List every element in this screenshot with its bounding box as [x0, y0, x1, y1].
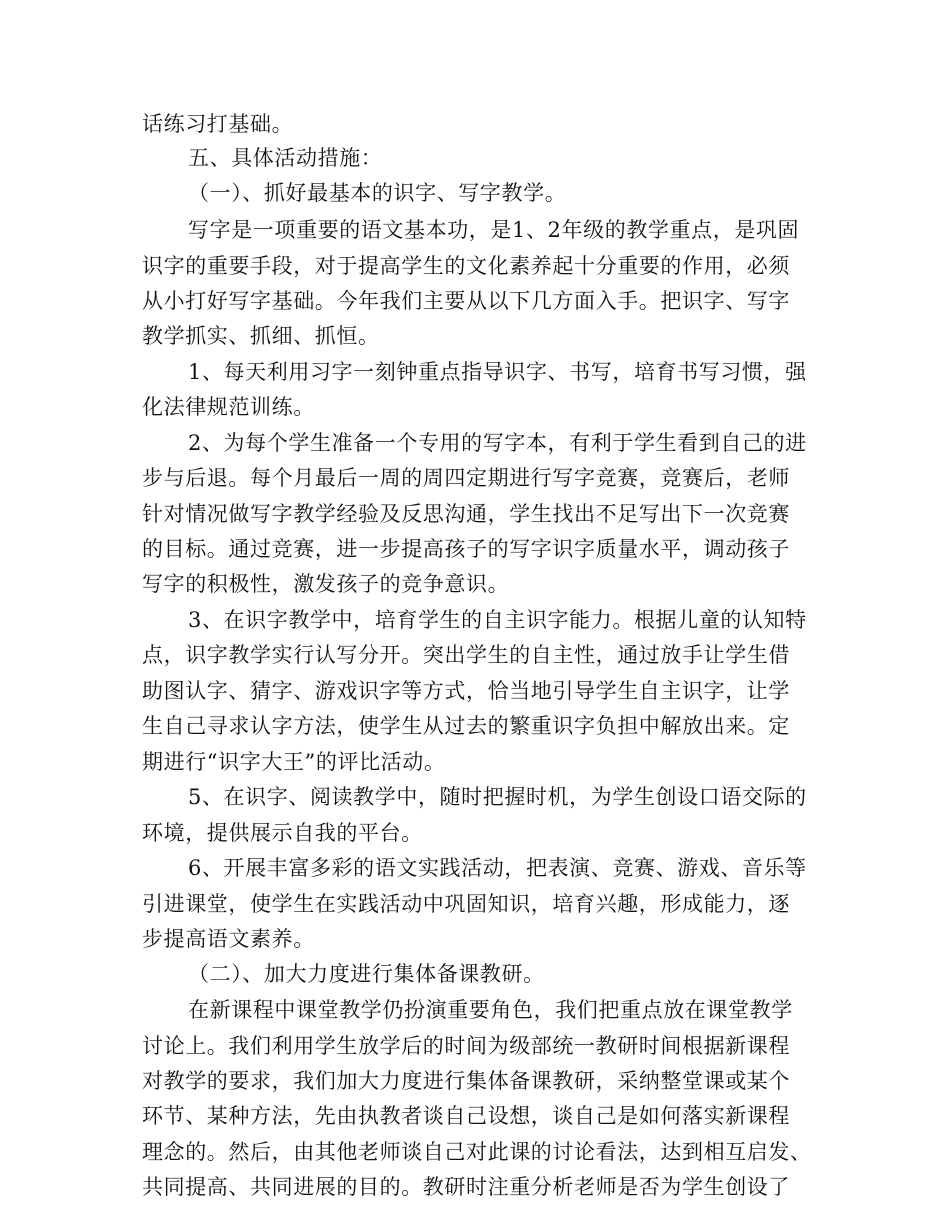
text-line: 共同提高、共同进展的目的。教研时注重分析老师是否为学生创设了	[142, 1175, 790, 1199]
text-line: 点，识字教学实行认写分开。突出学生的自主性，通过放手让学生借	[142, 643, 790, 667]
text-line: 理念的。然后，由其他老师谈自己对此课的讨论看法，达到相互启发、	[142, 1140, 812, 1164]
text-line: 写字的积极性，激发孩子的竞争意识。	[142, 572, 510, 596]
text-line: 针对情况做写字教学经验及反思沟通，学生找出不足写出下一次竞赛	[142, 502, 790, 526]
list-item: 5、在识字、阅读教学中，随时把握时机，为学生创设口语交际的	[188, 785, 807, 809]
text-line: 讨论上。我们利用学生放学后的时间为级部统一教研时间根据新课程	[142, 1034, 790, 1058]
text-line: 步提高语文素养。	[142, 927, 315, 951]
subsection-heading: （一）、抓好最基本的识字、写字教学。	[188, 181, 567, 205]
text-line: 步与后退。每个月最后一周的周四定期进行写字竞赛，竞赛后，老师	[142, 466, 790, 490]
text-line: 助图认字、猜字、游戏识字等方式，恰当地引导学生自主识字，让学	[142, 679, 790, 703]
text-line: 环节、某种方法，先由执教者谈自己设想，谈自己是如何落实新课程	[142, 1104, 790, 1128]
text-line: 话练习打基础。	[142, 112, 294, 136]
text-line: 化法律规范训练。	[142, 395, 315, 419]
text-line: 引进课堂，使学生在实践活动中巩固知识，培育兴趣，形成能力，逐	[142, 892, 790, 916]
text-line: 从小打好写字基础。今年我们主要从以下几方面入手。把识字、写字	[142, 289, 790, 313]
list-item: 6、开展丰富多彩的语文实践活动，把表演、竞赛、游戏、音乐等	[188, 856, 807, 880]
text-line: 的目标。通过竞赛，进一步提高孩子的写字识字质量水平，调动孩子	[142, 537, 790, 561]
subsection-heading: （二）、加大力度进行集体备课教研。	[188, 962, 545, 986]
list-item: 3、在识字教学中，培育学生的自主识字能力。根据儿童的认知特	[188, 608, 807, 632]
list-item: 2、为每个学生准备一个专用的写字本，有利于学生看到自己的进	[188, 431, 807, 455]
section-heading: 五、具体活动措施：	[188, 146, 383, 170]
text-line: 在新课程中课堂教学仍扮演重要角色，我们把重点放在课堂教学	[188, 998, 793, 1022]
text-line: 写字是一项重要的语文基本功，是1、2年级的教学重点，是巩固	[188, 218, 800, 242]
text-line: 识字的重要手段，对于提高学生的文化素养起十分重要的作用，必须	[142, 254, 790, 278]
text-line: 生自己寻求认字方法，使学生从过去的繁重识字负担中解放出来。定	[142, 714, 790, 738]
text-line: 教学抓实、抓细、抓恒。	[142, 324, 380, 348]
text-line: 环境，提供展示自我的平台。	[142, 821, 423, 845]
text-line: 期进行“识字大王”的评比活动。	[142, 750, 446, 774]
list-item: 1、每天利用习字一刻钟重点指导识字、书写，培育书写习惯，强	[188, 360, 807, 384]
text-line: 对教学的要求，我们加大力度进行集体备课教研，采纳整堂课或某个	[142, 1069, 790, 1093]
